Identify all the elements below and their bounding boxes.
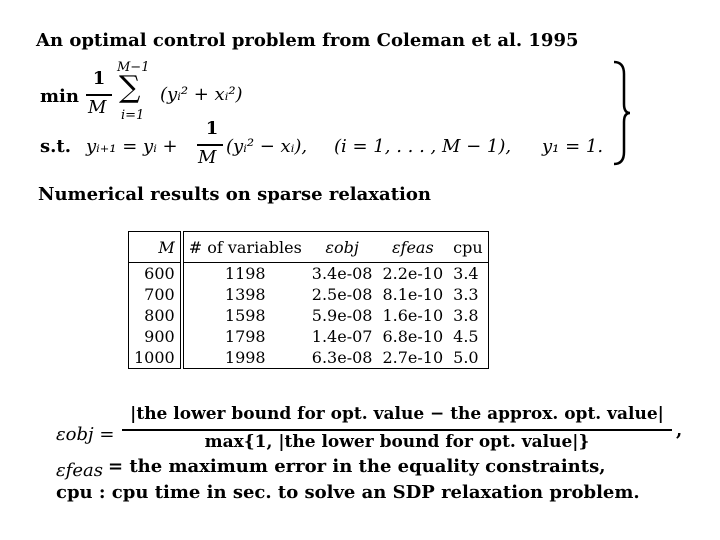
cell-variables: 1798: [224, 327, 266, 346]
col-header-variables: # of variables: [182, 232, 307, 263]
constraint-fraction-bar: [197, 144, 223, 146]
eps-obj-label: εobj =: [56, 424, 115, 445]
table-header-row: [129, 232, 489, 263]
cell-m: 800: [129, 305, 182, 326]
cell-cpu: 3.8: [453, 306, 479, 325]
cell-variables: 1598: [224, 306, 266, 325]
objective-fraction-den: M: [88, 97, 107, 118]
table-row: [129, 284, 489, 305]
cell-eps-obj: 3.4e-08: [311, 264, 373, 283]
cell-cpu: 4.5: [453, 327, 479, 346]
cell-m: 900: [129, 326, 182, 347]
cell-eps-feas: 6.8e-10: [382, 327, 444, 346]
cell-eps-obj: 1.4e-07: [311, 327, 373, 346]
sum-upper-limit: M−1: [117, 60, 150, 75]
cell-eps-feas: 1.6e-10: [382, 306, 444, 325]
eps-obj-denominator: max{1, |the lower bound for opt. value|}: [204, 432, 590, 452]
summation-icon: ∑: [119, 70, 141, 105]
cell-m: 700: [129, 284, 182, 305]
section-subtitle: Numerical results on sparse relaxation: [38, 184, 431, 205]
cpu-definition: cpu : cpu time in sec. to solve an SDP relaxation problem.: [56, 482, 640, 503]
table-row: [129, 263, 489, 285]
constraint-rest: (yᵢ² − xᵢ),: [226, 136, 308, 157]
cell-eps-feas: 2.2e-10: [382, 264, 444, 283]
index-range: (i = 1, . . . , M − 1),: [334, 136, 512, 157]
col-header-m: M: [129, 232, 182, 263]
eps-obj-numerator: |the lower bound for opt. value − the approx. opt. value|: [130, 404, 664, 424]
sum-lower-limit: i=1: [121, 108, 145, 123]
cell-eps-obj: 2.5e-08: [311, 285, 373, 304]
cell-cpu: 3.4: [453, 264, 479, 283]
objective-fraction-bar: [86, 94, 112, 96]
col-header-eps-obj: εobj: [307, 232, 378, 263]
table-row: [129, 347, 489, 369]
cell-variables: 1398: [224, 285, 266, 304]
cell-eps-obj: 5.9e-08: [311, 306, 373, 325]
slide-title: An optimal control problem from Coleman et al. 1995: [36, 30, 579, 51]
eps-obj-fraction-bar: [122, 429, 672, 431]
table-row: [129, 326, 489, 347]
constraint-lhs: yᵢ₊₁ = yᵢ +: [86, 136, 178, 157]
initial-condition: y₁ = 1.: [542, 136, 604, 157]
objective-expression: (yᵢ² + xᵢ²): [160, 84, 243, 105]
col-header-cpu: cpu: [448, 232, 488, 263]
eps-feas-symbol: εfeas: [56, 460, 103, 481]
eps-obj-comma: ,: [676, 420, 683, 441]
cell-cpu: 5.0: [453, 348, 479, 367]
objective-fraction: 1: [92, 68, 106, 89]
min-label: min: [40, 86, 79, 107]
cell-eps-feas: 2.7e-10: [382, 348, 444, 367]
cell-eps-feas: 8.1e-10: [382, 285, 444, 304]
constraint-frac-den: M: [198, 147, 217, 168]
results-table: [128, 231, 489, 369]
st-label: s.t.: [40, 136, 71, 157]
cell-eps-obj: 6.3e-08: [311, 348, 373, 367]
cell-variables: 1998: [224, 348, 266, 367]
constraint-frac-num: 1: [205, 118, 219, 139]
right-brace-icon: [610, 60, 634, 166]
cell-m: 1000: [129, 347, 182, 369]
cell-variables: 1198: [224, 264, 266, 283]
cell-m: 600: [129, 263, 182, 285]
col-header-eps-feas: εfeas: [377, 232, 448, 263]
eps-feas-definition: = the maximum error in the equality constraints,: [108, 456, 606, 477]
cell-cpu: 3.3: [453, 285, 479, 304]
table-row: [129, 305, 489, 326]
